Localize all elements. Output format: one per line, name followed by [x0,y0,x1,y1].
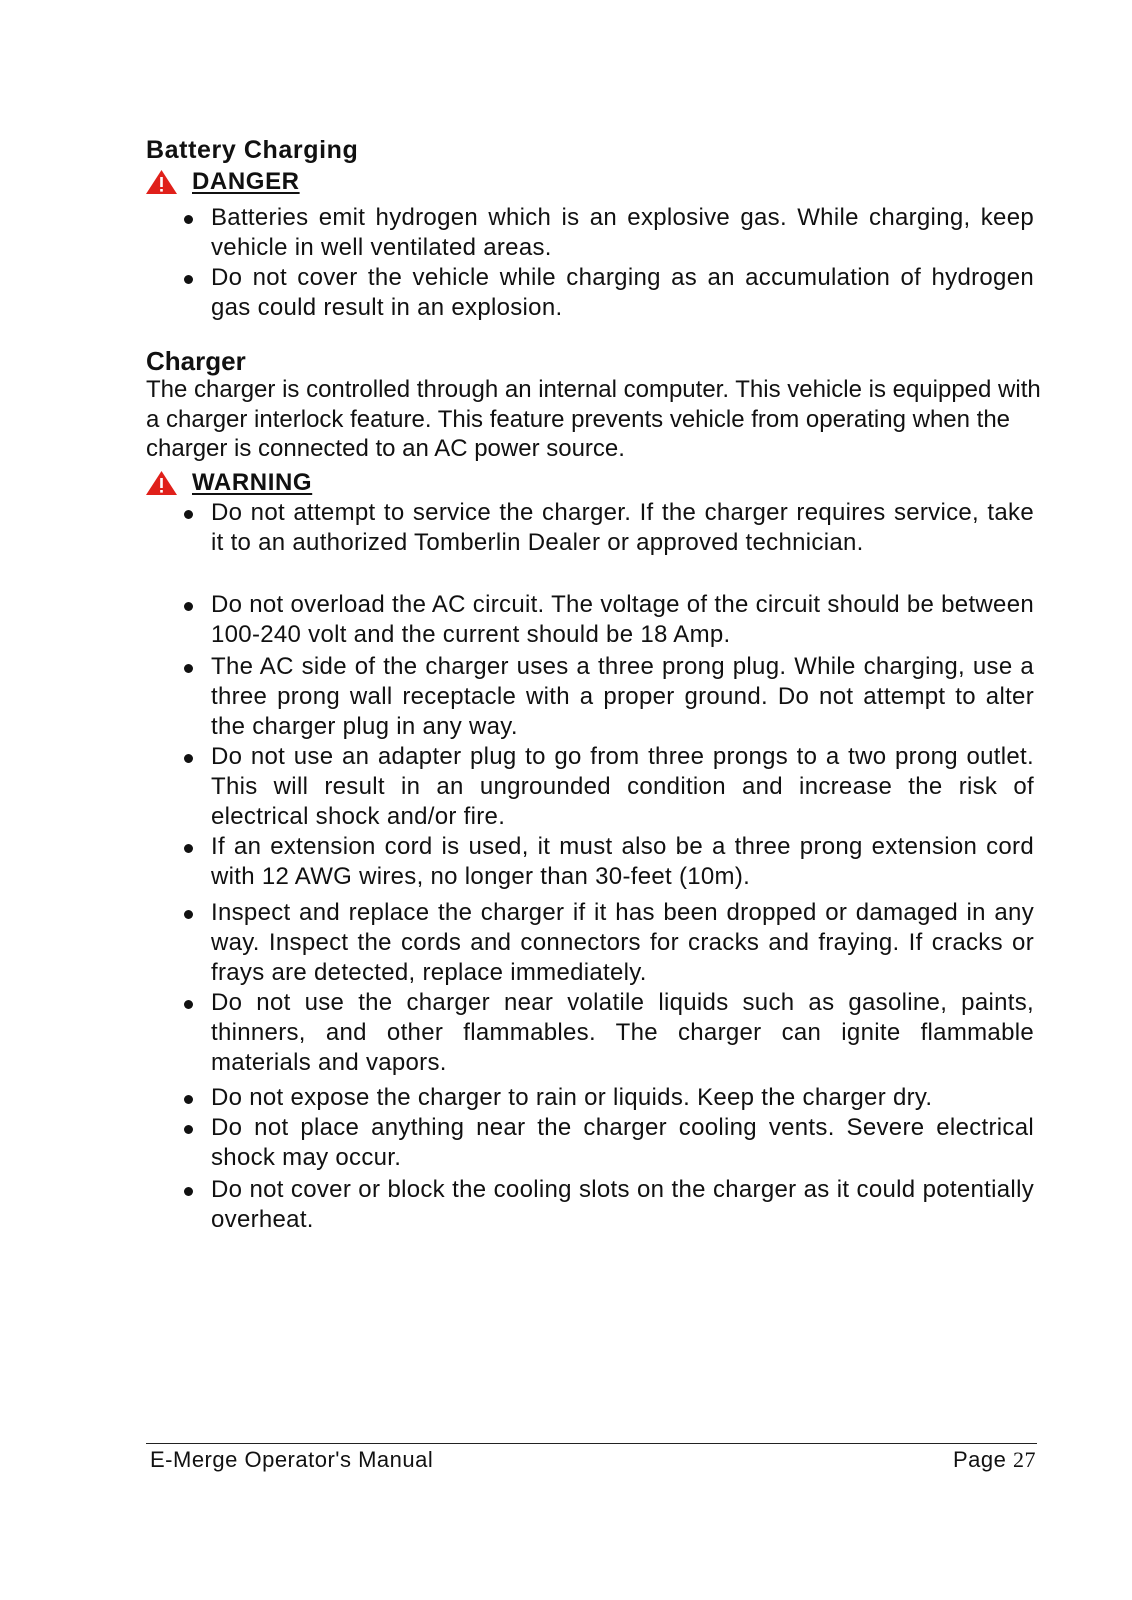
list-item: Do not expose the charger to rain or liquids. Keep the charger dry. [211,1083,1034,1113]
list-item: Do not place anything near the charger cooling vents. Severe electrical shock may occur. [211,1114,1034,1171]
danger-label: DANGER [192,168,300,195]
page-number: 27 [1013,1447,1036,1472]
list-item: Do not attempt to service the charger. If the charger requires service, take it to an authorized Tomberlin Dealer or approved technician. [211,499,1034,556]
charger-intro: The charger is controlled through an internal computer. This vehicle is equipped with a charger interlock feature. This feature prevents vehicle from operating when the charger is connected to an AC power source. [146,376,1041,462]
battery-charging-heading: Battery Charging [146,136,359,164]
warning-triangle-icon [145,169,178,195]
list-item: If an extension cord is used, it must also be a three prong extension cord with 12 AWG wires, no longer than 30-feet (10m). [211,833,1034,890]
footer-manual-title: E-Merge Operator's Manual [150,1447,434,1472]
list-item: Do not cover or block the cooling slots on the charger as it could potentially overheat. [211,1176,1034,1233]
list-item: Do not overload the AC circuit. The voltage of the circuit should be between 100-240 volt and the current should be 18 Amp. [211,591,1034,648]
danger-alert [145,168,300,196]
list-item: Inspect and replace the charger if it has been dropped or damaged in any way. Inspect the cords and connectors for cracks and fraying. If cracks or frays are detected, replace immediately. [211,899,1034,986]
list-item: Do not cover the vehicle while charging as an accumulation of hydrogen gas could result in an explosion. [211,264,1034,321]
list-item: The AC side of the charger uses a three prong plug. While charging, use a three prong wall receptacle with a proper ground. Do not attempt to alter the charger plug in any way. [211,653,1034,740]
warning-triangle-icon [145,470,178,496]
warning-alert [145,469,312,497]
list-item: Do not use the charger near volatile liquids such as gasoline, paints, thinners, and other flammables. The charger can ignite flammable materials and vapors. [211,989,1034,1076]
list-item: Do not use an adapter plug to go from three prongs to a two prong outlet. This will result in an ungrounded condition and increase the risk of electrical shock and/or fire. [211,743,1034,830]
page-label: Page [952,1447,1007,1472]
footer-page-number [953,1447,1036,1473]
list-item: Batteries emit hydrogen which is an explosive gas. While charging, keep vehicle in well ventilated areas. [211,204,1034,261]
charger-heading: Charger [146,346,246,376]
footer-divider [146,1443,1037,1444]
warning-label: WARNING [192,469,313,496]
